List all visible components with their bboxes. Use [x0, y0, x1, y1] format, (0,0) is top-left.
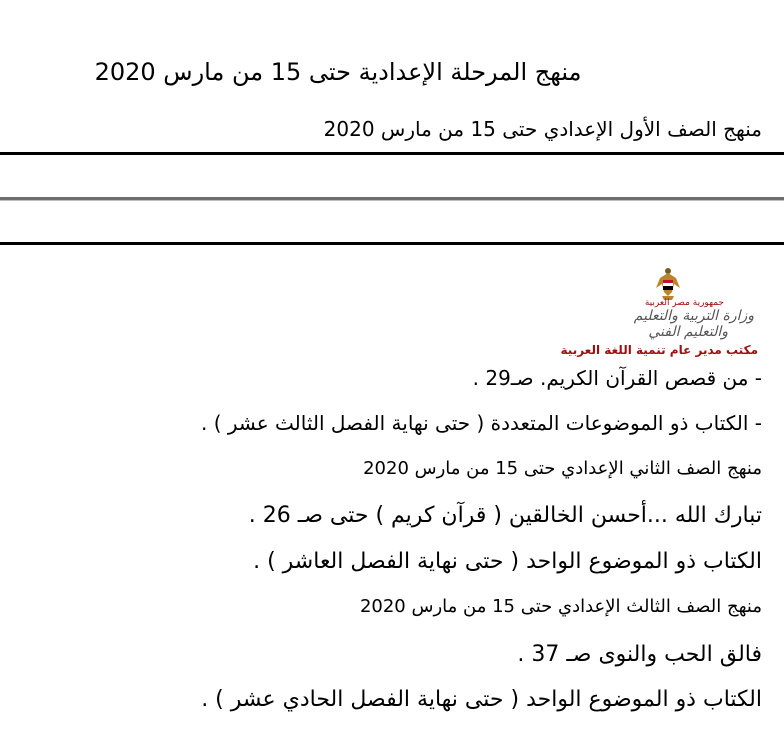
- logo-ministry-line1: وزارة التربية والتعليم: [633, 308, 754, 324]
- section1-item-2: - الكتاب ذو الموضوعات المتعددة ( حتى نهاية الفصل الثالث عشر ) .: [201, 411, 762, 435]
- logo-office-text: مكتب مدير عام تنمية اللغة العربية: [560, 343, 758, 357]
- divider-bottom: [0, 242, 784, 245]
- section1-item-1: - من قصص القرآن الكريم. صـ29 .: [472, 366, 762, 390]
- document-title: منهج المرحلة الإعدادية حتى 15 من مارس 2020: [94, 58, 582, 86]
- section1-heading: منهج الصف الأول الإعدادي حتى 15 من مارس 2020: [323, 117, 762, 141]
- section2-heading: منهج الصف الثاني الإعدادي حتى 15 من مارس 2020: [363, 458, 762, 479]
- divider-middle: [0, 197, 784, 201]
- logo-ministry-line2: والتعليم الفني: [648, 324, 728, 340]
- section3-item-2: الكتاب ذو الموضوع الواحد ( حتى نهاية الفصل الحادي عشر ) .: [201, 687, 762, 712]
- divider-top: [0, 152, 784, 155]
- section3-item-1: فالق الحب والنوى صـ 37 .: [517, 642, 762, 667]
- logo-country-text: جمهورية مصر العربية: [644, 298, 724, 308]
- section3-heading: منهج الصف الثالث الإعدادي حتى 15 من مارس 2020: [359, 596, 762, 617]
- section2-item-2: الكتاب ذو الموضوع الواحد ( حتى نهاية الفصل العاشر ) .: [253, 549, 762, 574]
- ministry-logo: [560, 264, 758, 360]
- section2-item-1: تبارك الله ...أحسن الخالقين ( قرآن كريم ) حتى صـ 26 .: [248, 503, 762, 528]
